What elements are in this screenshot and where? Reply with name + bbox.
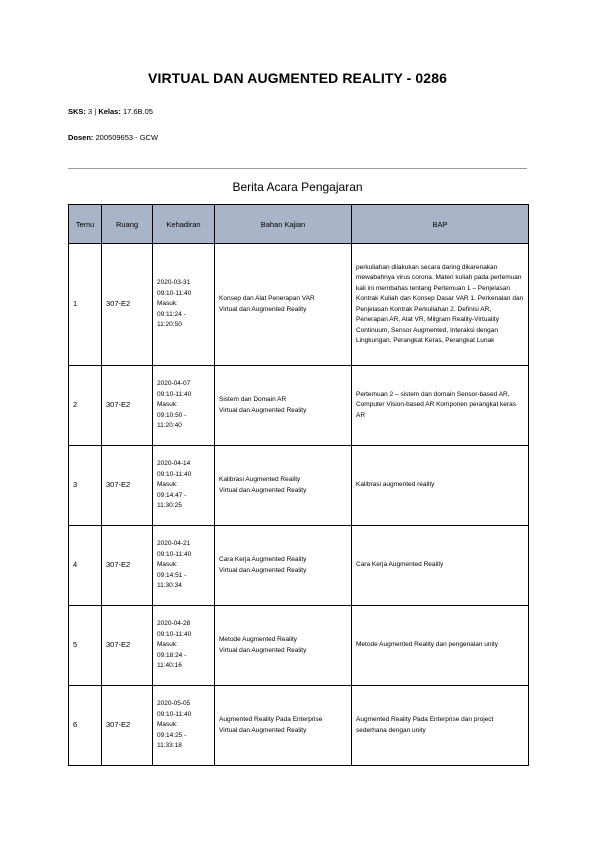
kehadiran-date: 2020-04-28 — [157, 620, 191, 628]
temu-cell: 4 — [69, 526, 102, 606]
bahan-kajian-cell — [215, 606, 352, 686]
kehadiran-date: 2020-05-05 — [157, 700, 191, 708]
kajian-topic: Konsep dan Alat Penerapan VAR — [219, 295, 315, 302]
ruang-cell: 307-E2 — [102, 244, 153, 366]
ruang-cell: 307-E2 — [102, 526, 153, 606]
kehadiran-schedule: 09:10-11:40 — [157, 550, 192, 558]
bap-cell: Cara Kerja Augmented Reality — [352, 526, 529, 606]
course-info-line — [68, 107, 153, 116]
table-row — [69, 446, 529, 526]
kehadiran-start: 09:11:24 - — [157, 310, 186, 318]
bap-cell: Pertemuan 2 – sistem dan domain Sensor-based AR, Computer Vision-based AR Komponen perangkat keras AR — [352, 366, 529, 446]
table-row — [69, 244, 529, 366]
kajian-topic: Cara Kerja Augmented Reality — [219, 556, 307, 563]
bahan-kajian-cell — [215, 446, 352, 526]
ruang-cell: 307-E2 — [102, 606, 153, 686]
kehadiran-end: 11:20:50 — [157, 321, 182, 329]
kehadiran-masuk-label: Masuk: — [157, 561, 178, 569]
kajian-topic: Kalibrasi Augmented Reality — [219, 476, 301, 483]
section-title: Berita Acara Pengajaran — [232, 180, 363, 194]
kehadiran-start: 09:18:24 - — [157, 651, 187, 659]
ruang-cell: 307-E2 — [102, 446, 153, 526]
kelas-value: 17.6B.05 — [122, 107, 153, 116]
kehadiran-schedule: 09:10-11:40 — [157, 710, 192, 718]
kehadiran-end: 11:40:16 — [157, 662, 182, 670]
kehadiran-masuk-label: Masuk: — [157, 481, 178, 489]
kehadiran-schedule: 09:10-11:40 — [157, 289, 192, 297]
kehadiran-start: 09:14:51 - — [157, 571, 187, 579]
ruang-cell: 307-E2 — [102, 366, 153, 446]
kehadiran-schedule: 09:10-11:40 — [157, 630, 192, 638]
bap-cell: Kalibrasi augmented reality — [352, 446, 529, 526]
table-row — [69, 606, 529, 686]
table-row — [69, 526, 529, 606]
course-title: VIRTUAL DAN AUGMENTED REALITY - 0286 — [148, 70, 447, 86]
kajian-course: Virtual dan Augmented Reality — [219, 726, 307, 734]
kehadiran-date: 2020-04-07 — [157, 380, 191, 388]
kehadiran-start: 09:14:25 - — [157, 731, 187, 739]
kajian-course: Virtual dan Augmented Reality — [219, 305, 307, 313]
kehadiran-date: 2020-03-31 — [157, 279, 191, 287]
bap-cell: perkuliahan dilakukan secara daring dikarenakan mewabahnya virus corona. Materi kuliah pada pertemuan kali ini membahas tentang Pertemuan 1 – Penjelasan Kontrak Kuliah dan Konsep Dasar VAR 1. Perkenalan dan Penjelasan Kontrak Perkuliahan 2. Definisi AR, Penerapan AR, Alat VR, Milgram Reality-Virtuality Continuum, Sensor Augmented, Interaksi dengan Lingkungan, Perangkat Keras, Perangkat Lunak — [352, 244, 529, 366]
dosen-label: Dosen: — [68, 133, 94, 142]
kehadiran-cell — [153, 446, 215, 526]
kehadiran-masuk-label: Masuk: — [157, 721, 178, 729]
separator: | — [94, 107, 97, 116]
kehadiran-date: 2020-04-21 — [157, 540, 191, 548]
kehadiran-masuk-label: Masuk: — [157, 401, 178, 409]
kehadiran-end: 11:20:40 — [157, 422, 182, 430]
kajian-course: Virtual dan Augmented Reality — [219, 646, 307, 654]
header-temu: Temu — [69, 205, 102, 244]
kajian-course: Virtual dan Augmented Reality — [219, 406, 307, 414]
dosen-value: 200509653 - GCW — [95, 133, 159, 142]
bap-cell: Metode Augmented Reality dan pengenalan unity — [352, 606, 529, 686]
temu-cell: 1 — [69, 244, 102, 366]
bap-table — [68, 204, 529, 766]
kajian-course: Virtual dan Augmented Reality — [219, 566, 307, 574]
temu-cell: 3 — [69, 446, 102, 526]
kelas-label: Kelas: — [98, 107, 121, 116]
sks-value: 3 — [88, 107, 93, 116]
header-bap: BAP — [352, 205, 529, 244]
kehadiran-cell — [153, 244, 215, 366]
bahan-kajian-cell — [215, 366, 352, 446]
temu-cell: 2 — [69, 366, 102, 446]
kehadiran-end: 11:33:18 — [157, 742, 182, 750]
table-row — [69, 686, 529, 766]
temu-cell: 5 — [69, 606, 102, 686]
kehadiran-cell — [153, 606, 215, 686]
lecturer-line — [68, 133, 158, 142]
divider — [68, 168, 527, 169]
table-row — [69, 366, 529, 446]
ruang-cell: 307-E2 — [102, 686, 153, 766]
kehadiran-cell — [153, 526, 215, 606]
kehadiran-start: 09:14:47 - — [157, 491, 187, 499]
table-header-row — [69, 205, 529, 244]
kajian-topic: Augmented Reality Pada Enterprise — [219, 716, 323, 723]
kajian-topic: Sistem dan Domain AR — [219, 396, 287, 403]
temu-cell: 6 — [69, 686, 102, 766]
header-bahan-kajian: Bahan Kajian — [215, 205, 352, 244]
kehadiran-cell — [153, 686, 215, 766]
kehadiran-schedule: 09:10-11:40 — [157, 390, 192, 398]
kehadiran-start: 09:10:50 - — [157, 411, 187, 419]
bahan-kajian-cell — [215, 244, 352, 366]
kehadiran-masuk-label: Masuk: — [157, 300, 178, 308]
kajian-course: Virtual dan Augmented Reality — [219, 486, 307, 494]
kehadiran-schedule: 09:10-11:40 — [157, 470, 192, 478]
header-ruang: Ruang — [102, 205, 153, 244]
sks-label: SKS: — [68, 107, 86, 116]
kehadiran-end: 11:30:25 — [157, 502, 182, 510]
kehadiran-masuk-label: Masuk: — [157, 641, 178, 649]
bap-cell: Augmented Reality Pada Enterprise dan project sederhana dengan unity — [352, 686, 529, 766]
header-kehadiran: Kehadiran — [153, 205, 215, 244]
kehadiran-date: 2020-04-14 — [157, 460, 191, 468]
kehadiran-end: 11:30:34 — [157, 582, 182, 590]
bahan-kajian-cell — [215, 526, 352, 606]
bahan-kajian-cell — [215, 686, 352, 766]
kajian-topic: Metode Augmented Reality — [219, 636, 298, 643]
kehadiran-cell — [153, 366, 215, 446]
